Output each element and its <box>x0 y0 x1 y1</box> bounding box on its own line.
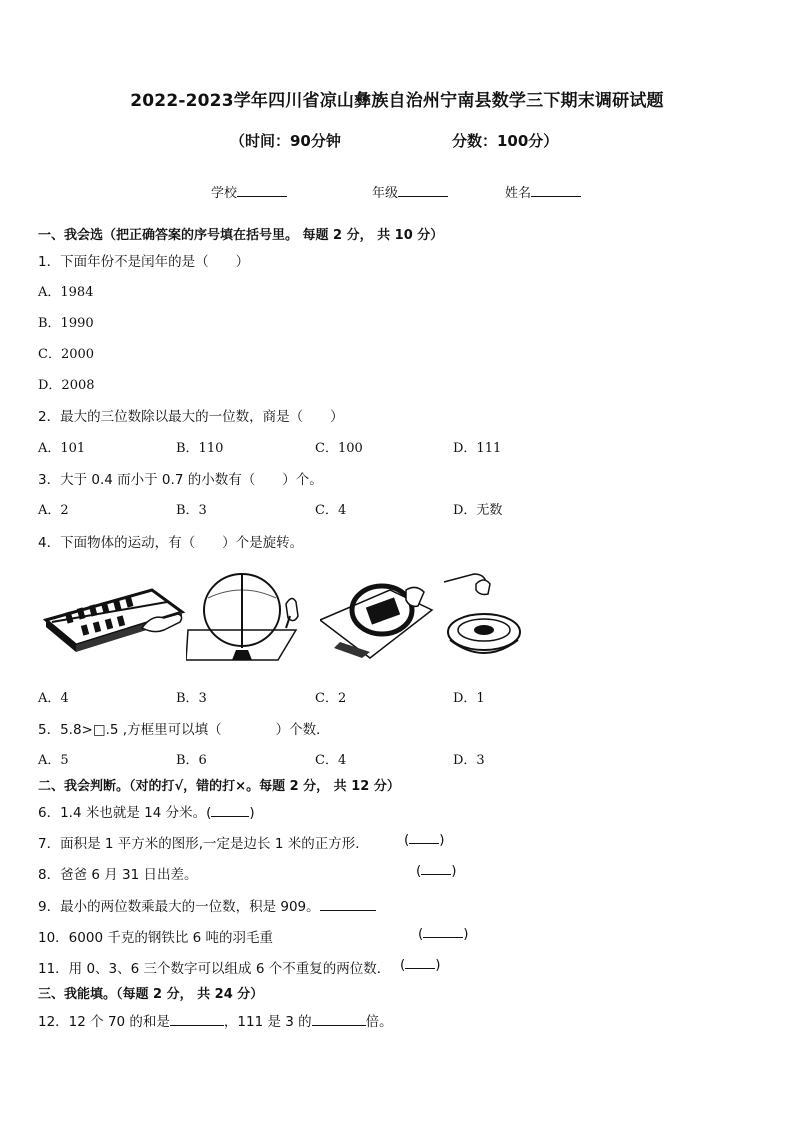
exam-score: 分数：100分） <box>452 132 559 150</box>
question-8: 8．爸爸 6 月 31 日出差。 <box>38 867 198 883</box>
q10-answer[interactable] <box>418 926 469 942</box>
question-2: 2．最大的三位数除以最大的一位数，商是（ ） <box>38 409 344 425</box>
name-field[interactable] <box>505 182 581 201</box>
q4-option-d: D．1 <box>453 691 485 706</box>
q7-answer[interactable] <box>404 832 445 848</box>
question-6 <box>38 801 255 821</box>
q11-answer[interactable] <box>400 957 441 973</box>
question-7: 7．面积是 1 平方米的图形,一定是边长 1 米的正方形． <box>38 836 369 852</box>
q12-blank-2[interactable] <box>312 1025 366 1026</box>
q8-answer[interactable] <box>416 863 457 879</box>
q12-part1: 12．12 个 70 的和是 <box>38 1014 170 1030</box>
question-12 <box>38 1010 393 1030</box>
q3-option-b: B．3 <box>176 503 207 518</box>
q8-open-paren: ( <box>416 863 422 879</box>
section-2-heading: 二、我会判断。（对的打√，错的打×。每题 2 分， 共 12 分） <box>38 779 400 794</box>
faucet-illustration <box>440 570 525 662</box>
grade-blank[interactable] <box>398 183 448 197</box>
q5-option-b: B．6 <box>176 753 207 768</box>
question-4: 4．下面物体的运动，有（ ）个是旋转。 <box>38 535 304 551</box>
q4-option-a: A．4 <box>38 691 69 706</box>
question-10: 10．6000 千克的钢铁比 6 吨的羽毛重 <box>38 930 273 946</box>
q4-option-b: B．3 <box>176 691 207 706</box>
q1-option-b: B．1990 <box>38 316 94 331</box>
name-blank[interactable] <box>531 183 581 197</box>
q6-text: 6．1.4 米也就是 14 分米。( <box>38 805 212 821</box>
page-title: 2022-2023学年四川省凉山彝族自治州宁南县数学三下期末调研试题 <box>130 91 664 111</box>
exam-time: （时间：90分钟 <box>230 132 341 150</box>
q12-part2: ，111 是 3 的 <box>223 1014 312 1030</box>
q3-option-c: C．4 <box>315 503 347 518</box>
q9-text: 9．最小的两位数乘最大的一位数，积是 909。 <box>38 899 320 915</box>
q2-option-b: B．110 <box>176 441 224 456</box>
q3-option-a: A．2 <box>38 503 69 518</box>
q5-option-a: A．5 <box>38 753 69 768</box>
q1-option-c: C．2000 <box>38 347 95 362</box>
q2-option-d: D．111 <box>453 441 502 456</box>
q3-option-d: D．无数 <box>453 503 503 518</box>
q8-close-paren: ) <box>451 863 457 879</box>
q10-close-paren: ) <box>463 926 469 942</box>
question-11: 11．用 0、3、6 三个数字可以组成 6 个不重复的两位数． <box>38 961 391 977</box>
steering-wheel-illustration <box>320 570 435 660</box>
school-label: 学校 <box>211 186 238 201</box>
name-label: 姓名 <box>505 186 532 201</box>
question-3: 3．大于 0.4 而小于 0.7 的小数有（ ）个。 <box>38 472 323 488</box>
q1-option-d: D．2008 <box>38 378 95 393</box>
q11-close-paren: ) <box>435 957 441 973</box>
q12-part3: 倍。 <box>365 1014 393 1030</box>
q2-option-c: C．100 <box>315 441 363 456</box>
q4-option-c: C．2 <box>315 691 347 706</box>
q7-open-paren: ( <box>404 832 410 848</box>
q10-answer-blank[interactable] <box>423 937 463 938</box>
q5-option-d: D．3 <box>453 753 485 768</box>
q10-open-paren: ( <box>418 926 424 942</box>
q8-answer-blank[interactable] <box>421 874 451 875</box>
abacus-illustration <box>42 570 187 660</box>
q2-option-a: A．101 <box>38 441 86 456</box>
section-1-heading: 一、我会选（把正确答案的序号填在括号里。 每题 2 分， 共 10 分） <box>38 228 444 243</box>
q12-blank-1[interactable] <box>170 1025 224 1026</box>
grade-label: 年级 <box>372 186 399 201</box>
grade-field[interactable] <box>372 182 448 201</box>
question-9 <box>38 895 376 915</box>
globe-illustration <box>186 570 311 665</box>
q5-option-c: C．4 <box>315 753 347 768</box>
q6-tail: ) <box>249 805 255 821</box>
q11-open-paren: ( <box>400 957 406 973</box>
school-blank[interactable] <box>237 183 287 197</box>
question-5: 5．5.8>□.5 ,方框里可以填（ ）个数． <box>38 722 330 738</box>
question-1: 1．下面年份不是闰年的是（ ） <box>38 254 250 270</box>
q9-answer-blank[interactable] <box>320 910 376 911</box>
q11-answer-blank[interactable] <box>405 968 435 969</box>
q1-option-a: A．1984 <box>38 285 94 300</box>
school-field[interactable] <box>211 182 287 201</box>
q7-close-paren: ) <box>439 832 445 848</box>
section-3-heading: 三、我能填。（每题 2 分， 共 24 分） <box>38 987 264 1002</box>
q6-answer-blank[interactable] <box>211 816 249 817</box>
q7-answer-blank[interactable] <box>409 843 439 844</box>
